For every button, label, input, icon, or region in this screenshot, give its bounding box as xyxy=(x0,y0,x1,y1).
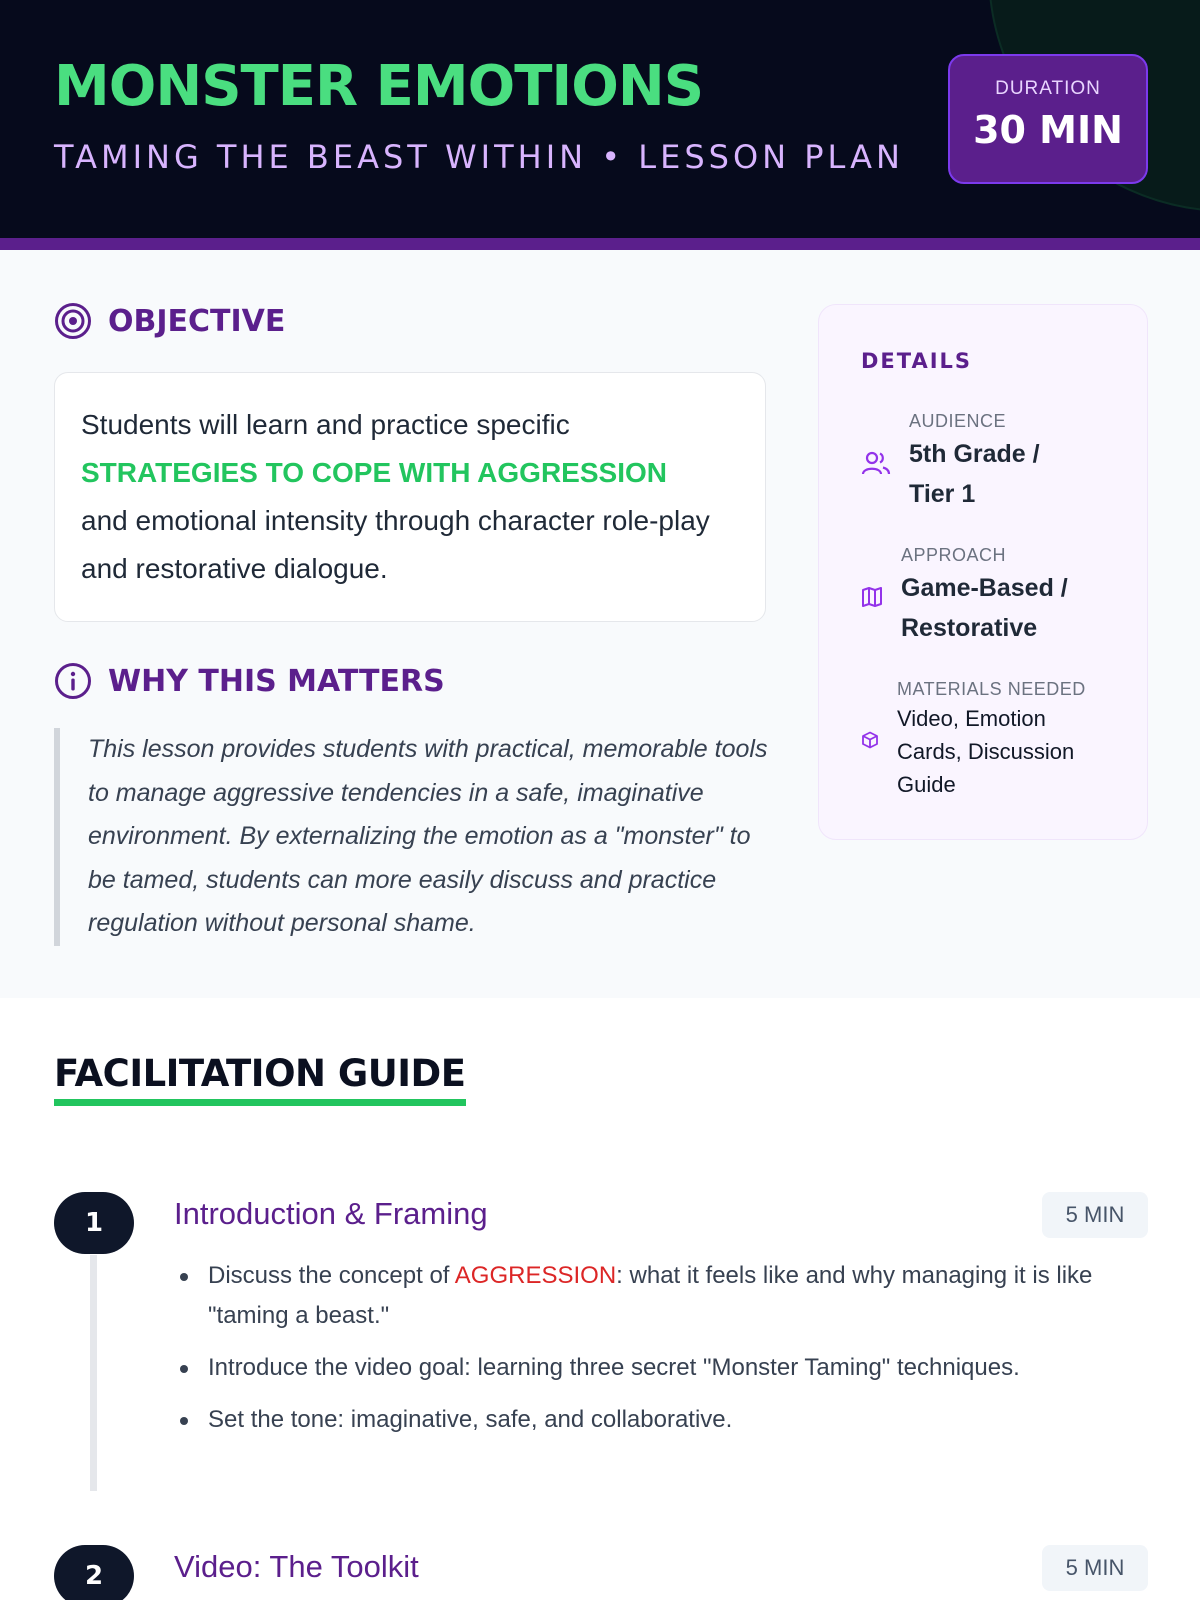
detail-audience-value: 5th Grade / Tier 1 xyxy=(909,440,1040,508)
step-title: Video: The Toolkit xyxy=(174,1549,419,1584)
why-quote: This lesson provides students with practical, memorable tools to manage aggressive tendencies in a safe, imaginative environment. By externalizing the emotion as a "monster" to be tamed, students can more easily discuss and practice regulation without personal shame. xyxy=(54,728,774,946)
step-duration-badge: 5 MIN xyxy=(1042,1545,1148,1591)
why-heading-text: WHY THIS MATTERS xyxy=(108,663,445,699)
objective-heading xyxy=(54,302,285,340)
step-duration-badge: 5 MIN xyxy=(1042,1192,1148,1238)
objective-card xyxy=(54,372,766,622)
duration-value: 30 MIN xyxy=(973,108,1123,152)
facilitation-heading: FACILITATION GUIDE xyxy=(54,1052,466,1106)
overview-section xyxy=(0,250,1200,998)
bullet-text-before: Discuss the concept of xyxy=(208,1262,455,1289)
detail-audience-label: AUDIENCE xyxy=(909,411,1007,431)
step-title: Introduction & Framing xyxy=(174,1196,488,1231)
detail-approach-label: APPROACH xyxy=(901,545,1007,565)
why-heading xyxy=(54,662,445,700)
step-bullet-list xyxy=(174,1256,1154,1452)
objective-highlight: STRATEGIES TO COPE WITH AGGRESSION xyxy=(81,457,667,488)
aggression-highlight: AGGRESSION xyxy=(454,1262,617,1289)
step-number-badge: 2 xyxy=(54,1545,134,1600)
users-icon xyxy=(861,448,891,478)
box-icon xyxy=(861,731,879,749)
header-divider xyxy=(0,238,1200,250)
detail-materials xyxy=(861,679,1097,801)
page-subtitle: TAMING THE BEAST WITHIN • LESSON PLAN xyxy=(54,138,904,176)
objective-text-after: and emotional intensity through character role-play and restorative dialogue. xyxy=(81,505,710,584)
detail-materials-value: Video, Emotion Cards, Discussion Guide xyxy=(897,706,1075,797)
step-timeline-line xyxy=(90,1255,97,1491)
objective-text-before: Students will learn and practice specific xyxy=(81,409,570,440)
details-heading: DETAILS xyxy=(861,349,973,373)
lesson-header xyxy=(0,0,1200,238)
detail-materials-label: MATERIALS NEEDED xyxy=(897,679,1086,699)
info-icon xyxy=(54,662,92,700)
duration-label: DURATION xyxy=(995,78,1101,99)
detail-audience xyxy=(861,411,1079,514)
list-item: Set the tone: imaginative, safe, and collaborative. xyxy=(174,1400,1154,1440)
list-item xyxy=(174,1256,1154,1336)
map-icon xyxy=(861,586,883,608)
step-number-badge: 1 xyxy=(54,1192,134,1254)
objective-heading-text: OBJECTIVE xyxy=(108,303,286,339)
duration-badge xyxy=(948,54,1148,184)
detail-approach-value: Game-Based / Restorative xyxy=(901,574,1068,642)
list-item: Introduce the video goal: learning three secret "Monster Taming" techniques. xyxy=(174,1348,1154,1388)
page-title: MONSTER EMOTIONS xyxy=(54,54,704,119)
target-icon xyxy=(54,302,92,340)
detail-approach xyxy=(861,545,1101,648)
details-card xyxy=(818,304,1148,840)
bullet-text-after: : what it feels like and why managing it is like "taming a beast." xyxy=(208,1262,1093,1329)
